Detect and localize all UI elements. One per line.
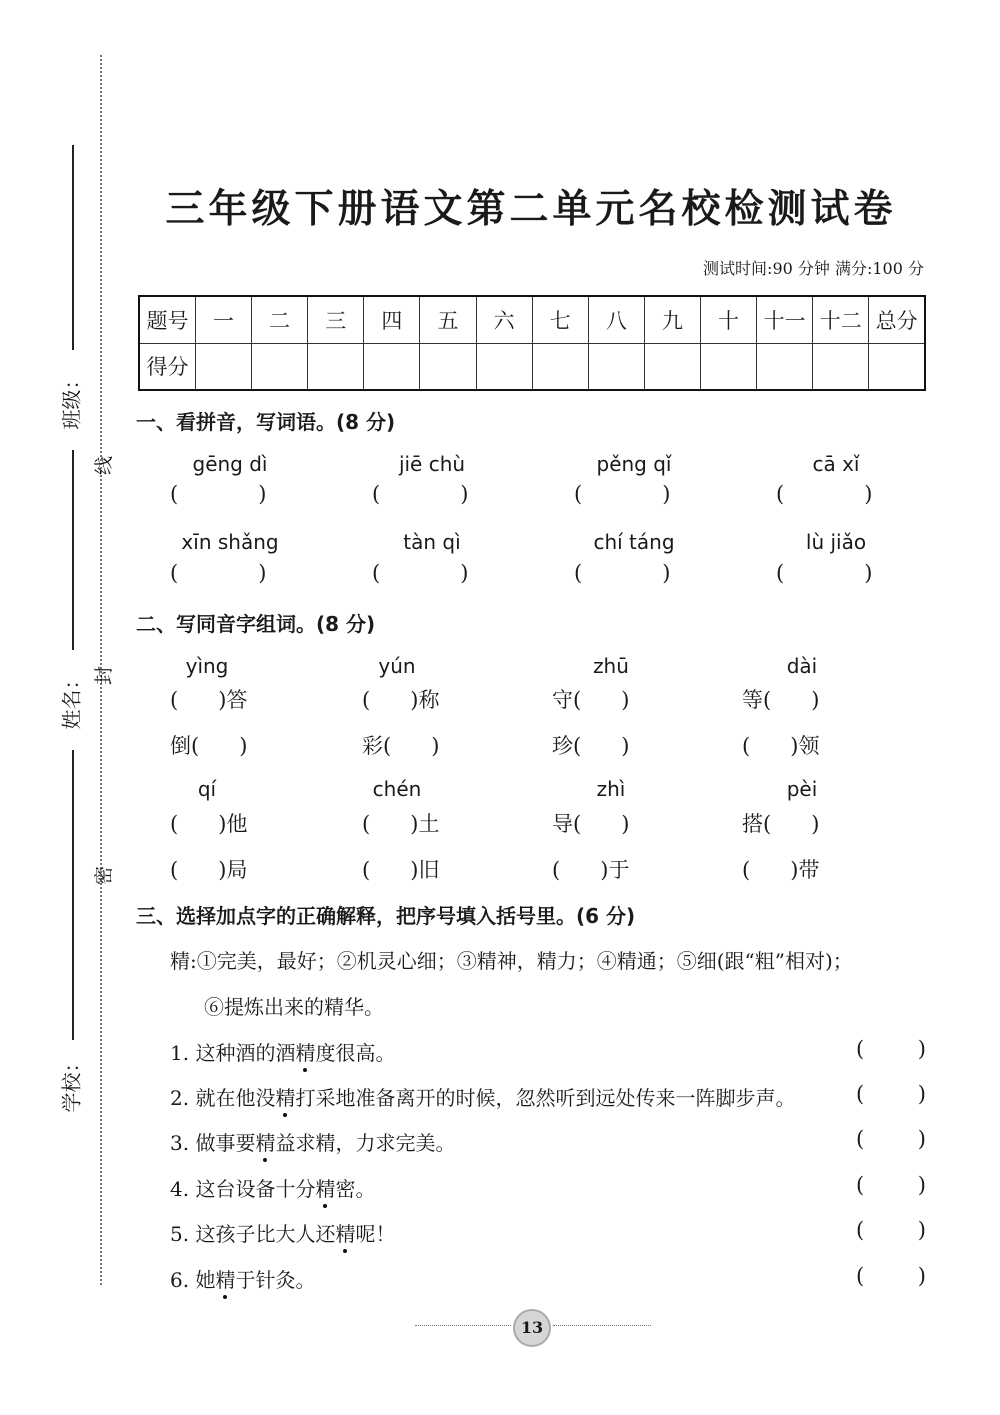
answer-blank[interactable]: ( ) (574, 482, 671, 506)
answer-paren[interactable]: ( ) (856, 1082, 926, 1106)
dotted-char: 精 (275, 1082, 295, 1111)
school-underline (72, 750, 74, 1040)
answer-paren[interactable]: ( ) (856, 1037, 926, 1061)
col-head: 九 (644, 296, 700, 343)
pinyin: zhì (596, 777, 626, 801)
pinyin: lù jiǎo (805, 530, 867, 554)
score-cell[interactable] (308, 343, 364, 390)
answer-blank[interactable]: ( ) (170, 561, 267, 585)
homophone-item[interactable]: ( )带 (742, 858, 820, 882)
homophone-item[interactable]: ( )于 (552, 858, 630, 882)
score-cell[interactable] (252, 343, 308, 390)
dotted-char: 精 (335, 1218, 355, 1247)
score-cell[interactable] (869, 343, 925, 390)
col-head: 十二 (813, 296, 869, 343)
question-5: 5. 这孩子比大人还精呢！ (170, 1218, 395, 1247)
homophone-item[interactable]: 导( ) (552, 812, 630, 836)
col-head: 三 (308, 296, 364, 343)
dotted-char: 精 (215, 1264, 235, 1293)
col-head: 五 (420, 296, 476, 343)
pinyin: xīn shǎng (181, 530, 279, 554)
answer-blank[interactable]: ( ) (574, 561, 671, 585)
dotted-char: 精 (255, 1127, 275, 1156)
homophone-item[interactable]: ( )土 (362, 812, 440, 836)
answer-blank[interactable]: ( ) (170, 482, 267, 506)
homophone-item[interactable]: 守( ) (552, 688, 630, 712)
dotted-char: 精 (295, 1037, 315, 1066)
score-cell[interactable] (813, 343, 869, 390)
score-cell[interactable] (588, 343, 644, 390)
table-head-score: 得分 (139, 343, 196, 390)
pinyin: qí (197, 777, 217, 801)
page-title: 三年级下册语文第二单元名校检测试卷 (165, 187, 897, 232)
class-underline (72, 145, 74, 350)
question-6: 6. 她精于针灸。 (170, 1264, 315, 1293)
section2-heading: 二、写同音字组词。(8 分) (136, 612, 376, 636)
col-head: 十一 (757, 296, 813, 343)
col-head: 十 (700, 296, 756, 343)
homophone-item[interactable]: ( )局 (170, 858, 248, 882)
homophone-item[interactable]: 倒( ) (170, 734, 248, 758)
homophone-item[interactable]: ( )答 (170, 688, 248, 712)
pinyin: yún (378, 654, 416, 678)
table-head-question: 题号 (139, 296, 196, 343)
col-head: 四 (364, 296, 420, 343)
homophone-item[interactable]: 珍( ) (552, 734, 630, 758)
page-number-rule-left (415, 1325, 511, 1326)
score-row (139, 343, 925, 390)
name-label: 姓名： (59, 669, 84, 730)
answer-paren[interactable]: ( ) (856, 1218, 926, 1242)
col-head: 七 (532, 296, 588, 343)
score-cell[interactable] (757, 343, 813, 390)
answer-paren[interactable]: ( ) (856, 1127, 926, 1151)
pinyin: chí táng (593, 530, 675, 554)
question-1: 1. 这种酒的酒精度很高。 (170, 1037, 395, 1066)
pinyin: gēng dì (192, 452, 268, 476)
col-head: 一 (196, 296, 252, 343)
seal-char-mi: 密 (93, 865, 116, 886)
answer-blank[interactable]: ( ) (372, 482, 469, 506)
pinyin: dài (786, 654, 818, 678)
name-underline (72, 450, 74, 650)
answer-paren[interactable]: ( ) (856, 1264, 926, 1288)
pinyin: yìng (185, 654, 229, 678)
col-head: 总分 (869, 296, 925, 343)
definition-line-2: ⑥提炼出来的精华。 (204, 995, 384, 1019)
answer-blank[interactable]: ( ) (776, 482, 873, 506)
class-label: 班级： (59, 369, 84, 430)
answer-blank[interactable]: ( ) (372, 561, 469, 585)
score-cell[interactable] (420, 343, 476, 390)
homophone-item[interactable]: ( )称 (362, 688, 440, 712)
question-2: 2. 就在他没精打采地准备离开的时候，忽然听到远处传来一阵脚步声。 (170, 1082, 795, 1111)
dotted-char: 精 (315, 1173, 335, 1202)
col-head: 八 (588, 296, 644, 343)
homophone-item[interactable]: ( )他 (170, 812, 248, 836)
pinyin: tàn qì (403, 530, 461, 554)
question-3: 3. 做事要精益求精，力求完美。 (170, 1127, 455, 1156)
answer-paren[interactable]: ( ) (856, 1173, 926, 1197)
question-number-row (139, 296, 925, 343)
col-head: 二 (252, 296, 308, 343)
homophone-item[interactable]: 彩( ) (362, 734, 440, 758)
homophone-item[interactable]: 搭( ) (742, 812, 820, 836)
seal-char-feng: 封 (93, 665, 116, 686)
section1-heading: 一、看拼音，写词语。(8 分) (136, 410, 396, 434)
score-cell[interactable] (196, 343, 252, 390)
score-cell[interactable] (476, 343, 532, 390)
pinyin: chén (372, 777, 422, 801)
pinyin: jiē chù (398, 452, 466, 476)
seal-char-xian: 线 (93, 455, 116, 476)
answer-blank[interactable]: ( ) (776, 561, 873, 585)
homophone-item[interactable]: 等( ) (742, 688, 820, 712)
pinyin: cā xǐ (812, 452, 860, 476)
school-label: 学校： (59, 1052, 84, 1113)
page-number: 13 (513, 1309, 551, 1347)
page-number-rule-right (553, 1325, 651, 1326)
test-meta: 测试时间:90 分钟 满分:100 分 (703, 259, 924, 278)
score-cell[interactable] (364, 343, 420, 390)
definition-line-1: 精:①完美，最好；②机灵心细；③精神，精力；④精通；⑤细(跟“粗”相对)； (170, 949, 853, 973)
col-head: 六 (476, 296, 532, 343)
score-cell[interactable] (644, 343, 700, 390)
pinyin: pèi (786, 777, 818, 801)
homophone-item[interactable]: ( )领 (742, 734, 820, 758)
pinyin: pěng qǐ (596, 452, 672, 476)
score-cell[interactable] (700, 343, 756, 390)
section3-heading: 三、选择加点字的正确解释，把序号填入括号里。(6 分) (136, 904, 636, 928)
pinyin: zhū (593, 654, 629, 678)
question-4: 4. 这台设备十分精密。 (170, 1173, 375, 1202)
score-cell[interactable] (532, 343, 588, 390)
score-table (138, 295, 926, 391)
homophone-item[interactable]: ( )旧 (362, 858, 440, 882)
